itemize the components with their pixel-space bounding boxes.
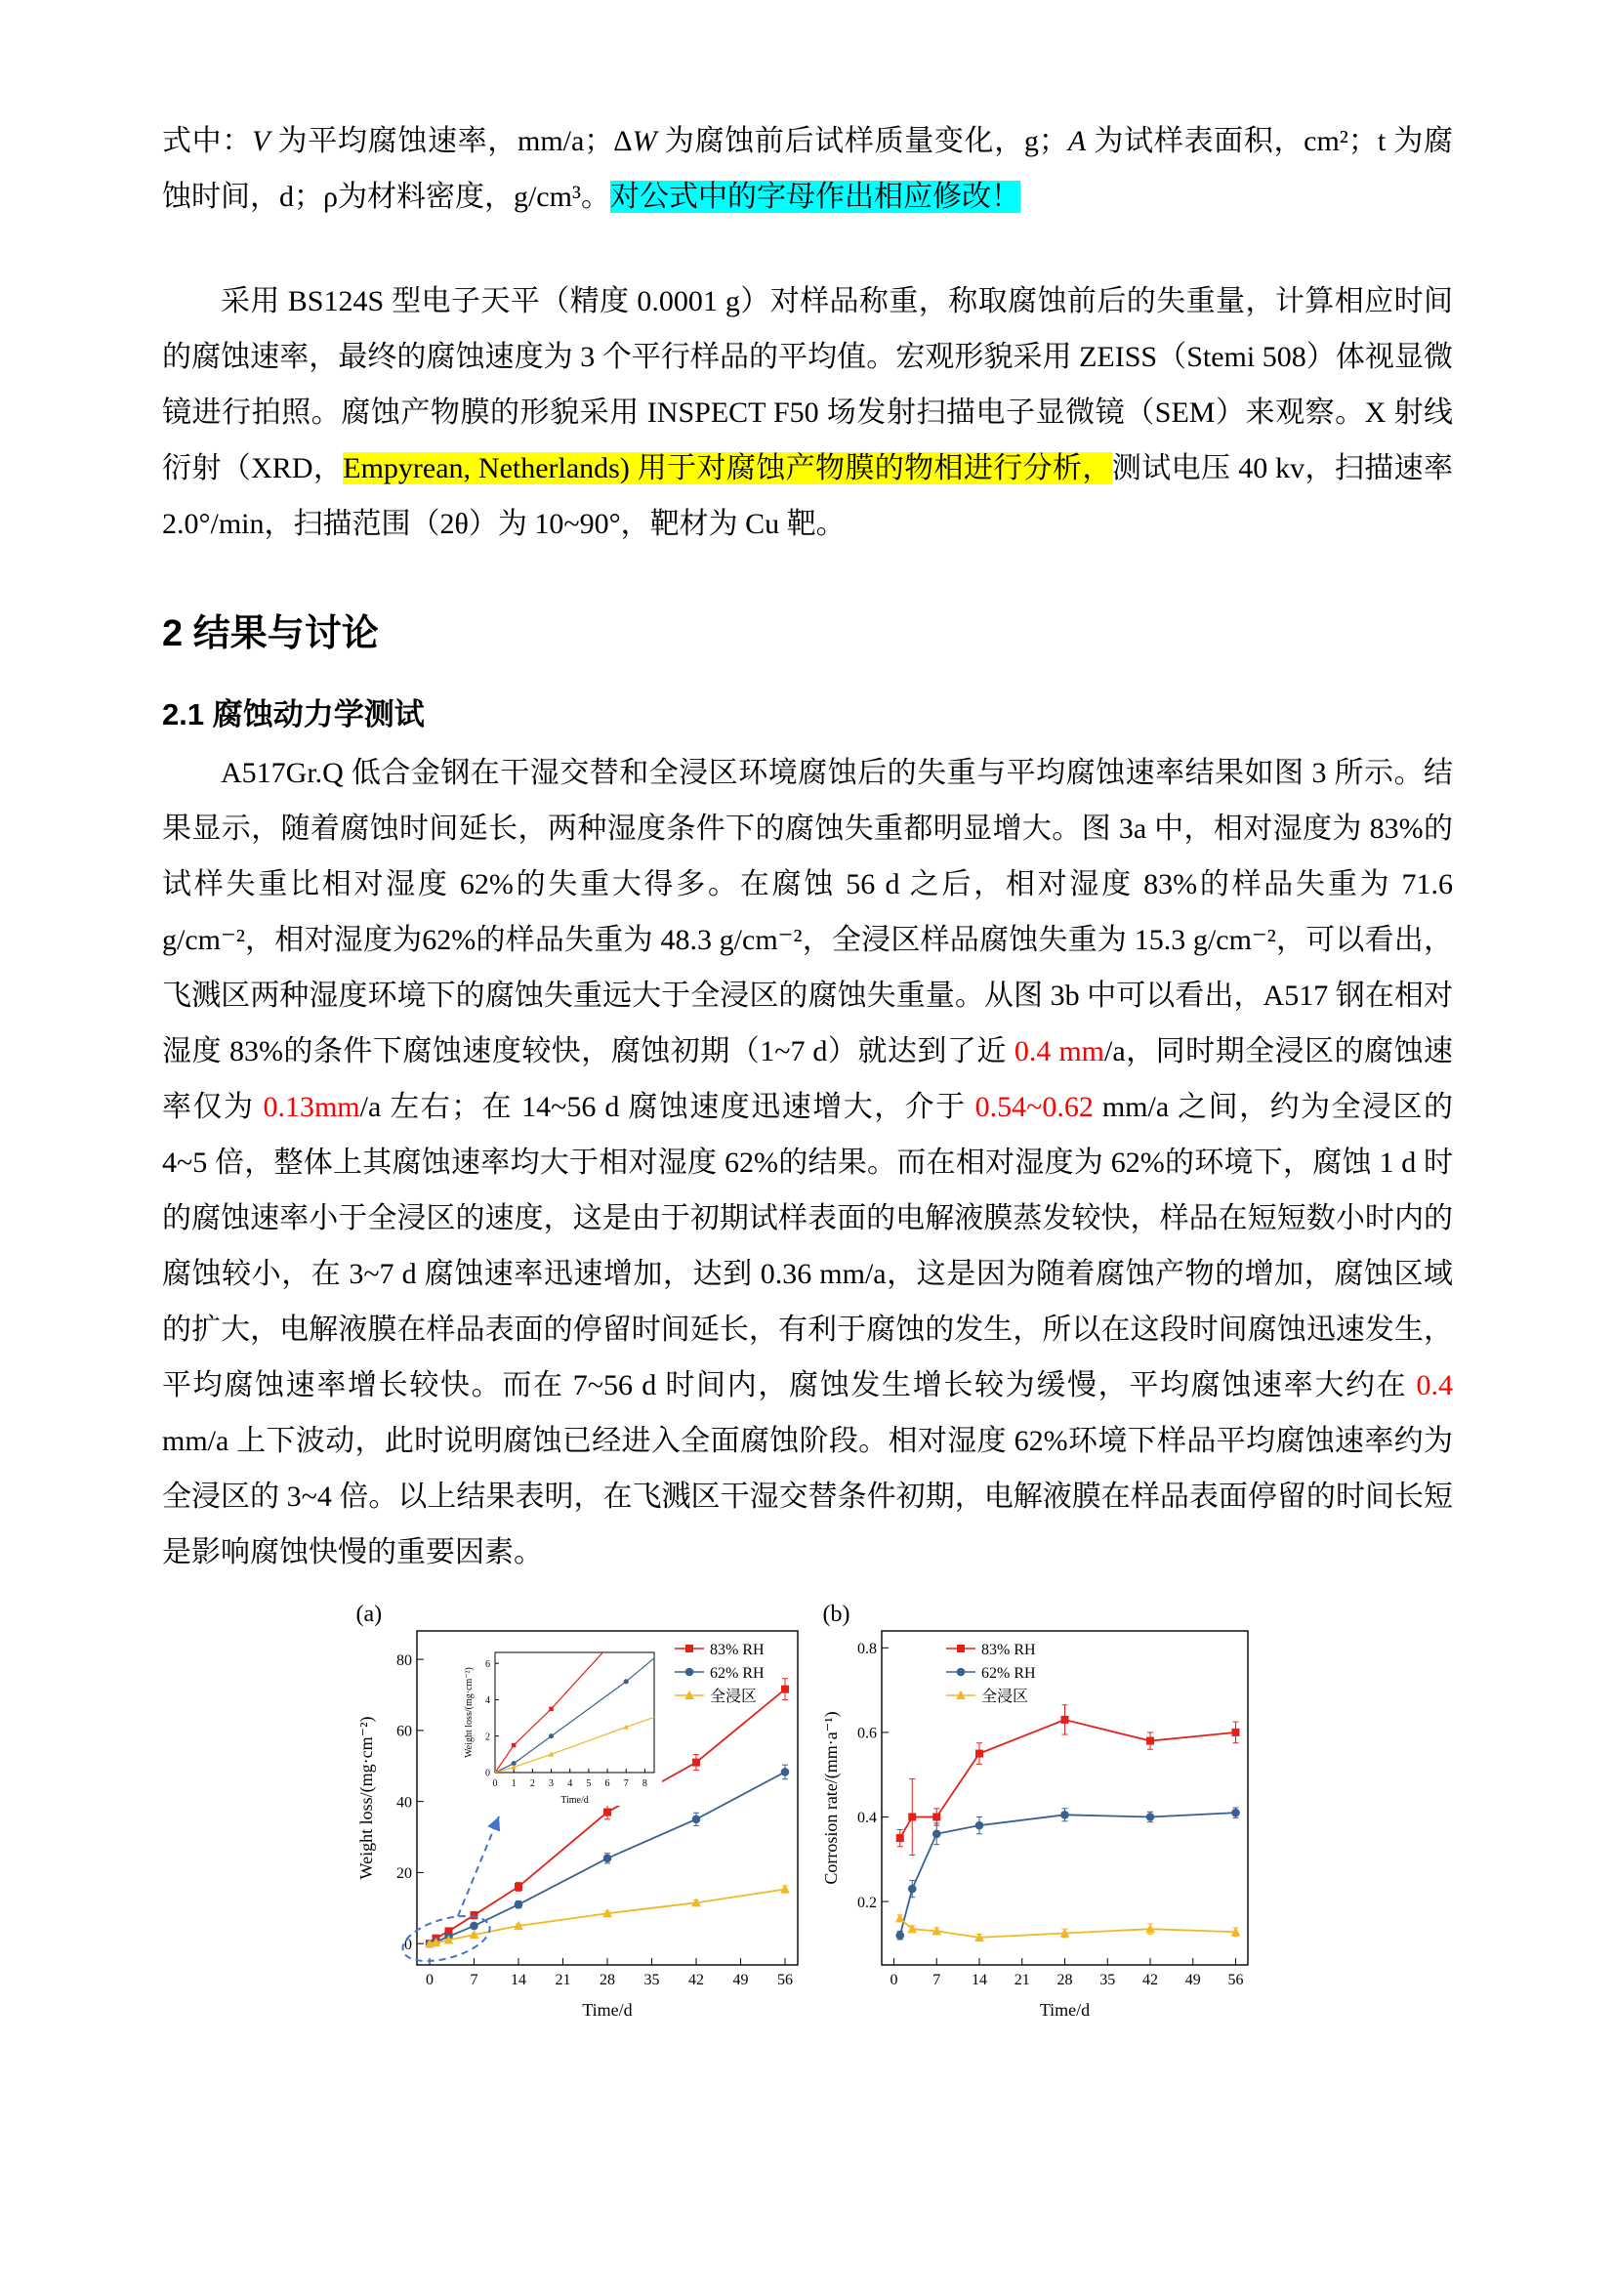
figure-3a	[352, 1602, 811, 2025]
svg-text:83% RH: 83% RH	[709, 1641, 765, 1658]
text-run: 0.54~0.62	[974, 1091, 1094, 1123]
subsection-heading-kinetics: 2.1 腐蚀动力学测试	[162, 697, 425, 731]
svg-text:0: 0	[403, 1936, 412, 1953]
svg-text:5: 5	[585, 1778, 591, 1789]
svg-text:0: 0	[484, 1768, 490, 1779]
svg-text:14: 14	[971, 1972, 987, 1988]
series-全浸区	[425, 1884, 790, 1947]
series-全浸区	[894, 1913, 1239, 1941]
svg-text:3: 3	[548, 1778, 554, 1789]
paragraph-experimental-methods	[162, 273, 1453, 552]
text-run: 0.13mm	[263, 1091, 360, 1123]
inset-callout	[397, 1816, 499, 1970]
svg-text:6: 6	[604, 1778, 610, 1789]
text-run: W	[632, 125, 657, 157]
text-run: 0.4	[1416, 1369, 1453, 1401]
text-run: mm/a 之间，约为全浸区的 4~5 倍，整体上其腐蚀速率均大于相对湿度 62%的结果。而在相对湿度为 62%的环境下，腐蚀 1 d 时的腐蚀速率小于全浸区的速度，这是由于初期试样表面的电解液膜蒸发较快，样品在短短数小时内的腐蚀较小，在 3~7 d 腐蚀速率迅速增加，达到 0.36 mm/a，这是因为随着腐蚀产物的增加，腐蚀区域的扩大，电解液膜在样品表面的停留时间延长，有利于腐蚀的发生，所以在这段时间腐蚀迅速发生，平均腐蚀速率增长较快。而在 7~56 d 时间内，腐蚀发生增长较为缓慢，平均腐蚀速率大约在	[162, 1091, 1453, 1401]
svg-text:60: 60	[395, 1723, 412, 1740]
svg-text:0.6: 0.6	[856, 1725, 877, 1742]
svg-text:0: 0	[890, 1972, 897, 1988]
text-run: 测试电压 40 kv，扫描速率 2.0°/min，扫描范围（2θ）为 10~90°，靶材为 Cu 靶。	[162, 452, 1454, 540]
svg-text:7: 7	[623, 1778, 629, 1789]
svg-text:21: 21	[555, 1972, 570, 1988]
svg-text:7: 7	[470, 1972, 477, 1988]
svg-text:62% RH: 62% RH	[709, 1664, 765, 1682]
svg-text:全浸区: 全浸区	[709, 1688, 757, 1705]
svg-text:0.4: 0.4	[856, 1810, 877, 1827]
svg-text:4: 4	[566, 1778, 572, 1789]
text-run: A517Gr.Q 低合金钢在干湿交替和全浸区环境腐蚀后的失重与平均腐蚀速率结果如图 3 所示。结果显示，随着腐蚀时间延长，两种湿度条件下的腐蚀失重都明显增大。图 3a 中，相对湿度为 83%的试样失重比相对湿度 62%的失重大得多。在腐蚀 56 d 之后，相对湿度 83%的样品失重为 71.6 g/cm⁻²，相对湿度为62%的样品失重为 48.3 g/cm⁻²，全浸区样品腐蚀失重为 15.3 g/cm⁻²，可以看出，飞溅区两种湿度环境下的腐蚀失重远大于全浸区的腐蚀失重量。从图 3b 中可以看出，A517 钢在相对湿度 83%的条件下腐蚀速度较快，腐蚀初期（1~7 d）就达到了近	[162, 757, 1453, 1067]
panel-label-a: (a)	[355, 1602, 383, 1627]
svg-text:0: 0	[492, 1778, 497, 1789]
text-run: 0.4 mm	[1014, 1035, 1104, 1067]
svg-text:8: 8	[642, 1778, 647, 1789]
svg-text:全浸区: 全浸区	[980, 1688, 1028, 1705]
svg-text:0: 0	[425, 1972, 434, 1988]
figure-3b	[819, 1602, 1263, 2025]
svg-text:49: 49	[1184, 1972, 1201, 1988]
svg-text:83% RH: 83% RH	[980, 1641, 1036, 1658]
text-run: Empyrean, Netherlands) 用于对腐蚀产物膜的物相进行分析，	[343, 452, 1112, 484]
svg-text:28: 28	[599, 1972, 615, 1988]
svg-text:28: 28	[1056, 1972, 1072, 1988]
section-heading-results: 2 结果与讨论	[162, 613, 379, 654]
svg-text:42: 42	[1141, 1972, 1158, 1988]
text-run: V	[252, 125, 270, 157]
legend	[946, 1642, 1036, 1705]
text-run: 采用 BS124S 型电子天平（精度 0.0001 g）对样品称重，称取腐蚀前后的失重量，计算相应时间的腐蚀速率，最终的腐蚀速度为 3 个平行样品的平均值。宏观形貌采用 ZEISS（Stemi 508）体视显微镜进行拍照。腐蚀产物膜的形貌采用 INSPECT F50 场发射扫描电子显微镜（SEM）来观察。X 射线衍射（XRD，	[162, 285, 1453, 484]
text-run: /a，同时期全浸区的腐蚀速率仅为	[162, 1035, 1453, 1123]
svg-text:2: 2	[529, 1778, 535, 1789]
svg-text:80: 80	[395, 1651, 412, 1669]
svg-text:40: 40	[395, 1794, 412, 1812]
svg-text:Time/d: Time/d	[581, 2000, 633, 2020]
text-run: mm/a 上下波动，此时说明腐蚀已经进入全面腐蚀阶段。相对湿度 62%环境下样品平均腐蚀速率约为全浸区的 3~4 倍。以上结果表明，在飞溅区干湿交替条件初期，电解液膜在样品表面停留的时间长短是影响腐蚀快慢的重要因素。	[162, 1425, 1453, 1568]
text-run: /a 左右；在 14~56 d 腐蚀速度迅速增大，介于	[359, 1091, 975, 1123]
axes	[821, 1631, 1248, 2020]
paragraph-formula-definitions	[162, 113, 1453, 225]
text-run: 为试样表面积，cm²；t 为腐蚀时间，d；ρ为材料密度，g/cm³。	[162, 125, 1454, 213]
svg-text:Time/d: Time/d	[1039, 2000, 1090, 2020]
svg-text:2: 2	[484, 1732, 490, 1743]
text-run: A	[1067, 125, 1087, 157]
svg-text:1: 1	[511, 1778, 517, 1789]
svg-text:20: 20	[395, 1865, 412, 1883]
text-run: 式中：	[162, 125, 253, 157]
svg-text:0.8: 0.8	[856, 1641, 877, 1658]
svg-text:35: 35	[643, 1972, 659, 1988]
text-run: 对公式中的字母作出相应修改！	[609, 181, 1020, 213]
text-run: 为腐蚀前后试样质量变化，g；	[656, 125, 1068, 157]
legend	[675, 1642, 765, 1705]
svg-text:14: 14	[510, 1972, 526, 1988]
svg-text:42: 42	[687, 1972, 704, 1988]
svg-text:49: 49	[732, 1972, 748, 1988]
svg-text:7: 7	[932, 1972, 940, 1988]
figure-3	[162, 1602, 1453, 2025]
svg-text:56: 56	[1227, 1972, 1243, 1988]
svg-text:Weight loss/(mg·cm⁻²): Weight loss/(mg·cm⁻²)	[463, 1667, 475, 1758]
paragraph-kinetics-discussion	[162, 745, 1453, 1580]
weight-loss-inset-chart	[462, 1645, 662, 1806]
panel-label-b: (b)	[822, 1602, 850, 1627]
svg-text:6: 6	[484, 1658, 490, 1670]
svg-text:62% RH: 62% RH	[980, 1664, 1036, 1682]
svg-text:Corrosion rate/(mm·a⁻¹): Corrosion rate/(mm·a⁻¹)	[820, 1711, 841, 1885]
text-run: 为平均腐蚀速率，mm/a；Δ	[269, 125, 633, 157]
svg-text:4: 4	[484, 1695, 490, 1707]
svg-text:0.2: 0.2	[856, 1894, 877, 1911]
series-62% RH	[895, 1808, 1239, 1940]
svg-text:Weight loss/(mg·cm⁻²): Weight loss/(mg·cm⁻²)	[355, 1716, 376, 1880]
svg-text:56: 56	[776, 1972, 793, 1988]
svg-text:Time/d: Time/d	[559, 1795, 589, 1806]
corrosion-rate-chart	[819, 1606, 1263, 2025]
svg-text:35: 35	[1098, 1972, 1115, 1988]
svg-text:21: 21	[1014, 1972, 1030, 1988]
